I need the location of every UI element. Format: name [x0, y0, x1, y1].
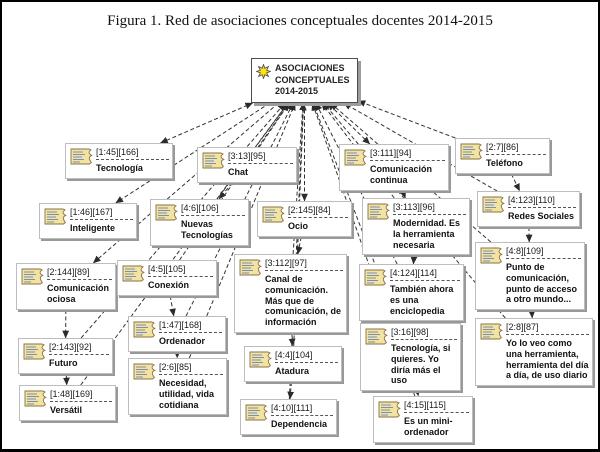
separator [506, 334, 589, 335]
separator [390, 280, 460, 281]
node-mini-ordenador [373, 396, 473, 443]
separator [508, 207, 576, 208]
quotation-icon [133, 321, 156, 343]
quotation-ref: [4:10][111] [271, 403, 313, 413]
separator [148, 276, 213, 277]
node-comunicacion-continua [339, 144, 449, 191]
separator [181, 215, 245, 216]
node-nuevas-tecnologias [150, 199, 249, 246]
quotation-icon [262, 206, 285, 228]
quotation-ref: [1:46][167] [70, 207, 113, 217]
quotation-ref: [3:112][97] [265, 258, 307, 268]
quotation-icon [367, 203, 390, 225]
quotation-icon [460, 143, 483, 165]
node-tambien [359, 264, 464, 321]
quotation-icon [133, 363, 156, 385]
quotation-icon [480, 247, 503, 269]
quotation-icon [245, 404, 268, 426]
quotation-ref: [4:15][115] [404, 400, 446, 410]
quotation-ref: [4:123][110] [508, 195, 555, 205]
quotation-label: Modernidad. Es la herramienta necesaria [393, 218, 461, 250]
quotation-label: Comunicación continua [370, 164, 433, 185]
separator [159, 374, 223, 375]
quotation-icon [24, 390, 47, 412]
node-modernidad [362, 198, 470, 255]
quotation-label: También ahora es una enciclopedia [390, 284, 454, 316]
separator [370, 160, 445, 161]
node-redes-sociales [477, 191, 580, 227]
quotation-ref: [2:7][86] [486, 142, 519, 152]
separator [486, 154, 546, 155]
quotation-icon [482, 196, 505, 218]
separator [159, 332, 222, 333]
separator [271, 415, 333, 416]
node-dependencia [240, 399, 337, 435]
separator [393, 214, 466, 215]
separator [506, 258, 581, 259]
node-comunicacion-ociosa [16, 263, 116, 310]
node-necesidad [128, 358, 227, 415]
quotation-ref: [2:143][92] [49, 342, 92, 352]
quotation-label: Nuevas Tecnologías [181, 219, 233, 240]
quotation-icon [378, 401, 401, 423]
node-tecnologia-si [360, 323, 461, 391]
edge-conexion-ordenador [170, 296, 174, 316]
edge-telefono-redes-sociales [511, 174, 519, 191]
quotation-ref: [3:111][94] [370, 148, 412, 158]
node-versatil [19, 385, 116, 421]
quotation-ref: [2:144][89] [47, 267, 90, 277]
node-tecnologia [65, 143, 173, 179]
quotation-label: Versátil [50, 405, 83, 415]
quotation-icon [365, 328, 388, 350]
quotation-label: Teléfono [486, 158, 523, 168]
separator [391, 339, 457, 340]
quotation-ref: [1:47][168] [159, 320, 202, 330]
quotation-icon [239, 259, 262, 281]
quotation-label: Tecnología, si quieres. Yo diría más el uso [391, 343, 451, 386]
quotation-label: Punto de comunicación, punto de acceso a otro mundo... [506, 262, 578, 305]
quotation-ref: [3:16][98] [391, 327, 429, 337]
quotation-ref: [3:113][96] [393, 202, 435, 212]
node-conexion [117, 260, 217, 296]
separator [265, 270, 343, 271]
node-chat [197, 147, 297, 183]
quotation-ref: [4:5][105] [148, 264, 186, 274]
quotation-icon [44, 208, 67, 230]
node-inteligente [39, 203, 137, 239]
quotation-ref: [2:8][87] [506, 322, 539, 332]
separator [275, 362, 338, 363]
quotation-ref: [1:48][169] [50, 389, 93, 399]
separator [228, 163, 293, 164]
quotation-ref: [2:145][84] [288, 205, 331, 215]
quotation-icon [480, 323, 503, 345]
quotation-label: Redes Sociales [508, 211, 575, 221]
edge-chat-nuevas-tecnologias [219, 183, 232, 199]
quotation-icon [23, 343, 46, 365]
quotation-label: Conexión [148, 280, 190, 290]
separator [47, 279, 112, 280]
separator [49, 354, 109, 355]
quotation-label: Dependencia [271, 419, 328, 429]
central-node [251, 58, 358, 103]
quotation-label: Comunicación ociosa [47, 283, 110, 304]
quotation-label: Ordenador [159, 336, 206, 346]
quotation-label: Futuro [49, 358, 78, 368]
quotation-ref: [1:45][166] [96, 147, 139, 157]
node-punto [475, 242, 585, 310]
node-yo-lo-veo [475, 318, 593, 386]
quotation-label: Es un mini-ordenador [404, 416, 453, 437]
quotation-ref: [2:6][85] [159, 362, 192, 372]
separator [288, 217, 348, 218]
quotation-icon [122, 265, 145, 287]
quotation-icon [344, 149, 367, 171]
quotation-label: Ocio [288, 221, 309, 231]
separator [50, 401, 112, 402]
node-ocio [257, 201, 352, 237]
quotation-label: Tecnología [96, 163, 143, 173]
quotation-label: Yo lo veo como una herramienta, herramienta del día a día, de uso diario [506, 338, 589, 381]
quotation-ref: [4:4][104] [275, 350, 313, 360]
quotation-icon [155, 204, 178, 226]
node-canal [234, 254, 347, 333]
quotation-label: Necesidad, utilidad, vida cotidiana [159, 378, 215, 410]
node-telefono [455, 138, 550, 174]
quotation-label: Canal de comunicación. Más que de comunicación, de información [265, 274, 342, 328]
node-ordenador [128, 316, 226, 352]
quotation-ref: [4:6][106] [181, 203, 219, 213]
separator [96, 159, 169, 160]
node-atadura [244, 346, 342, 382]
separator [404, 412, 469, 413]
central-node-label: ASOCIACIONES CONCEPTUALES 2014-2015 [275, 63, 350, 97]
node-futuro [18, 338, 113, 374]
quotation-icon [202, 152, 225, 174]
quotation-ref: [3:13][95] [228, 151, 266, 161]
quotation-label: Chat [228, 167, 248, 177]
quotation-ref: [4:8][109] [506, 246, 544, 256]
figure-title: Figura 1. Red de asociaciones conceptuales docentes 2014-2015 [107, 13, 493, 29]
edge-modernidad-tambien [413, 255, 414, 264]
quotation-label: Atadura [275, 366, 310, 376]
quotation-ref: [4:124][114] [390, 268, 437, 278]
separator [70, 219, 133, 220]
quotation-icon [364, 269, 387, 291]
network-node-icon [256, 64, 271, 84]
quotation-icon [249, 351, 272, 373]
quotation-icon [70, 148, 93, 170]
quotation-label: Inteligente [70, 223, 116, 233]
quotation-icon [21, 268, 44, 290]
